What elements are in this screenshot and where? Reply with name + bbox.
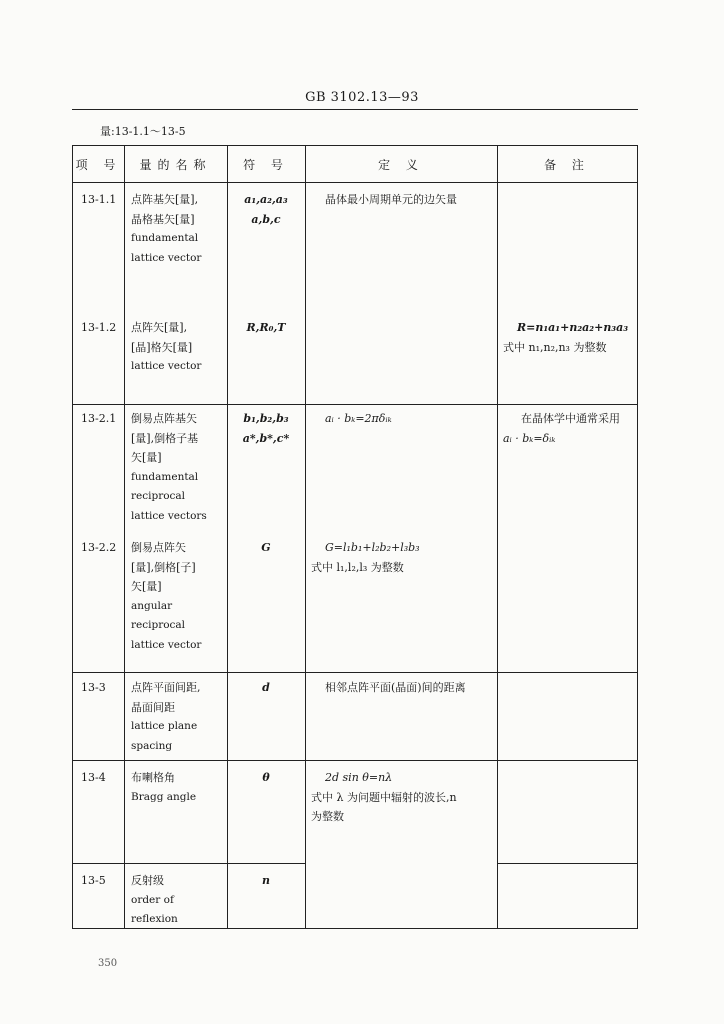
row-name: 点阵矢[量], [晶]格矢[量] lattice vector (131, 321, 202, 372)
row-name: 点阵基矢[量], 晶格基矢[量] fundamental lattice vector (131, 193, 202, 264)
col-header-remark: 备 注 (544, 158, 590, 172)
row-divider (73, 760, 637, 761)
col-divider (124, 146, 125, 928)
col-header-id: 项 号 (75, 158, 122, 172)
col-divider (305, 146, 306, 928)
col-divider (227, 146, 228, 928)
row-definition: 晶体最小周期单元的边矢量 (325, 193, 457, 206)
row-remark: 在晶体学中通常采用 aᵢ · bₖ=δᵢₖ (503, 412, 620, 445)
col-header-name: 量的名称 (139, 158, 212, 172)
quantities-table (72, 145, 638, 929)
row-name: 倒易点阵矢 [量],倒格[子] 矢[量] angular reciprocal lattice vector (131, 541, 202, 651)
row-symbol: θ (262, 771, 270, 784)
row-name: 点阵平面间距, 晶面间距 lattice plane spacing (131, 681, 201, 752)
page-number: 350 (98, 958, 118, 969)
row-id: 13-3 (81, 681, 106, 694)
col-header-definition: 定 义 (378, 158, 424, 172)
row-definition: aᵢ · bₖ=2πδᵢₖ (325, 412, 392, 425)
row-definition: 2d sin θ=nλ 式中 λ 为问题中辐射的波长,n 为整数 (311, 771, 457, 823)
row-symbol: G (261, 541, 271, 554)
row-group-divider (73, 404, 637, 405)
col-header-symbol: 符 号 (243, 158, 289, 172)
header-rule (72, 109, 638, 110)
row-id: 13-2.1 (81, 412, 117, 425)
table-caption: 量:13-1.1～13-5 (100, 125, 186, 138)
row-id: 13-2.2 (81, 541, 117, 554)
row-id: 13-5 (81, 874, 106, 887)
header-row-divider (73, 182, 637, 183)
row-divider-partial (73, 863, 305, 864)
row-symbol: n (262, 874, 270, 887)
row-remark: R=n₁a₁+n₂a₂+n₃a₃ 式中 n₁,n₂,n₃ 为整数 (503, 321, 629, 354)
row-symbol: d (262, 681, 270, 694)
row-symbol: b₁,b₂,b₃ a*,b*,c* (242, 412, 290, 445)
row-id: 13-1.2 (81, 321, 117, 334)
row-name: 倒易点阵基矢 [量],倒格子基 矢[量] fundamental reciprocal lattice vectors (131, 412, 207, 522)
row-symbol: a₁,a₂,a₃ a,b,c (244, 193, 288, 226)
row-name: 布喇格角 Bragg angle (131, 771, 197, 803)
row-id: 13-4 (81, 771, 106, 784)
row-divider-partial (497, 863, 637, 864)
row-divider (73, 672, 637, 673)
row-name: 反射级 order of reflexion (131, 874, 178, 925)
row-symbol: R,R₀,T (246, 321, 286, 334)
row-id: 13-1.1 (81, 193, 117, 206)
col-divider (497, 146, 498, 928)
page-header: GB 3102.13—93 (305, 90, 419, 105)
row-definition: 相邻点阵平面(晶面)间的距离 (325, 681, 466, 694)
row-definition: G=l₁b₁+l₂b₂+l₃b₃ 式中 l₁,l₂,l₃ 为整数 (311, 541, 420, 574)
